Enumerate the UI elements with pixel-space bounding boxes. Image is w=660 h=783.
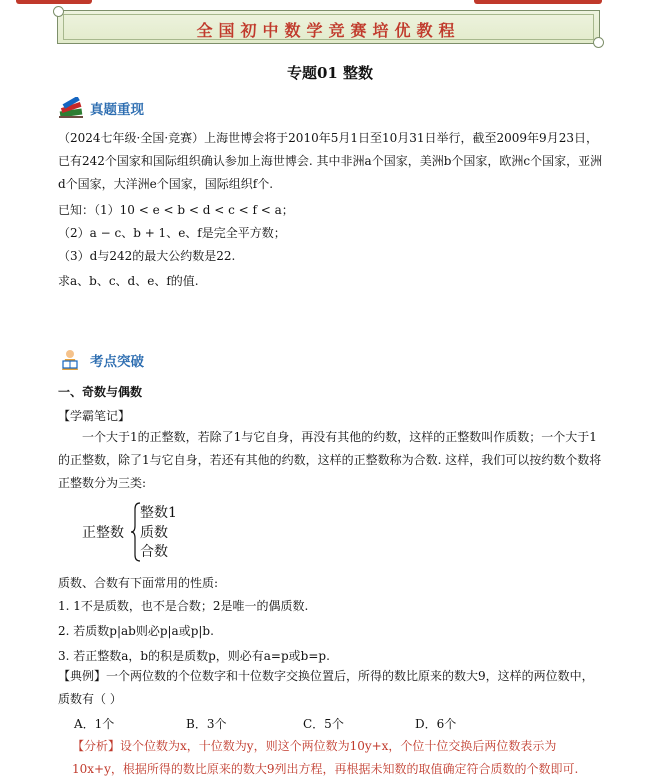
classification-item: 合数 — [140, 544, 168, 560]
option-a: A．1个 — [74, 717, 115, 731]
example-problem — [58, 665, 604, 711]
analysis-text: 设个位数为x，十位数为y，则这个两位数为10y+x，个位十位交换后两位数表示为10x+y，根据所得的数比原来的数大9列出方程，再根据未知数的取值确定符合质数的个数即可. — [72, 739, 579, 776]
reader-icon — [58, 349, 84, 371]
analysis-block — [72, 735, 604, 781]
analysis-label: 【分析】 — [72, 739, 121, 753]
example-text: 一个两位数的个位数字和十位数字交换位置后，所得的数比原来的数大9，这样的两位数中，质数有（ ） — [58, 669, 594, 706]
section-heading-key-points — [58, 349, 144, 371]
condition-3: （3）d与242的最大公约数是22. — [58, 249, 236, 263]
classification-root: 正整数 — [82, 525, 124, 541]
topic-title: 一、奇数与偶数 — [58, 385, 143, 399]
banner-title: 全国初中数学竞赛培优教程 — [196, 21, 461, 40]
example-label: 【典例】 — [58, 669, 107, 683]
page-title: 专题01 整数 — [286, 64, 374, 82]
classification-item: 整数1 — [140, 505, 177, 521]
top-decoration-right — [474, 0, 602, 4]
condition-2: （2）a − c、b + 1、e、f是完全平方数； — [58, 226, 286, 240]
classification-item: 质数 — [140, 525, 168, 541]
scroll-curl-icon — [53, 6, 64, 17]
option-c: C．5个 — [303, 717, 344, 731]
section-heading-text: 考点突破 — [90, 354, 144, 370]
note-label: 【学霸笔记】 — [58, 409, 131, 423]
properties-intro: 质数、合数有下面常用的性质: — [58, 576, 219, 590]
problem-statement: （2024七年级·全国·竞赛）上海世博会将于2010年5月1日至10月31日举行，截至2009年9月23日，已有242个国家和国际组织确认参加上海世博会. 其中非洲a个国家，美洲b个国家，欧洲c个国家，亚洲d个国家，大洋洲e个国家，国际组织f个. — [58, 131, 603, 191]
property-item: 1. 1不是质数，也不是合数；2是唯一的偶质数. — [58, 599, 309, 613]
top-decoration-left — [16, 0, 92, 4]
section-heading-real-problems — [58, 97, 144, 119]
condition-known: 已知：（1）10 < e < b < d < c < f < a； — [58, 203, 294, 217]
note-text: 一个大于1的正整数，若除了1与它自身，再没有其他的约数，这样的正整数叫作质数；一个大于1的正整数，除了1与它自身，若还有其他的约数，这样的正整数称为合数. 这样，我们可以按约数个数将正整数分为三类: — [58, 430, 602, 490]
problem-question: 求a、b、c、d、e、f的值. — [58, 274, 199, 288]
section-heading-text: 真题重现 — [90, 102, 144, 118]
books-icon — [58, 97, 84, 119]
course-banner — [57, 10, 600, 44]
property-item: 3. 若正整数a，b的积是质数p，则必有a=p或b=p. — [58, 649, 330, 663]
option-d: D．6个 — [415, 717, 457, 731]
option-b: B．3个 — [186, 717, 227, 731]
positive-integer-classification — [82, 502, 202, 562]
property-item: 2. 若质数p|ab则必p|a或p|b. — [58, 624, 214, 638]
